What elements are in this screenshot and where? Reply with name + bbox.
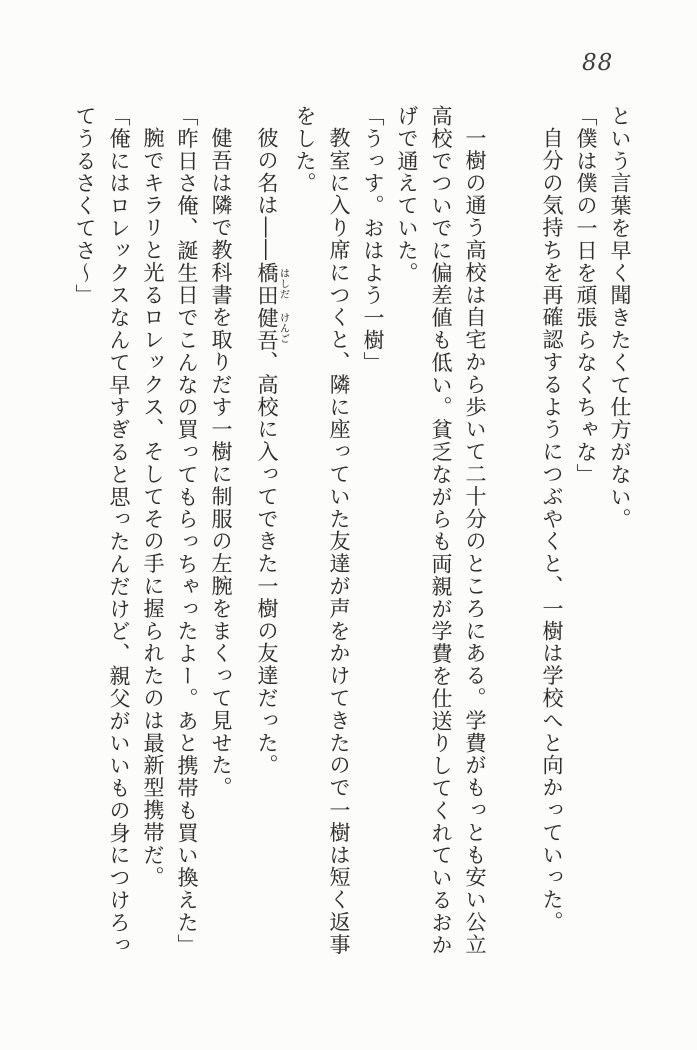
text-line-8: 教室に入り席につくと、隣に座っていた友達が声をかけてきたので一樹は短く返事 (327, 127, 351, 957)
text-line-14: 「俺にはロレックスなんて早すぎると思ったんだけど、親父がいいもの身につけろっ (107, 105, 131, 957)
text-line-6: げで通えていた。 (395, 105, 419, 285)
text-line-9: をした。 (293, 105, 317, 195)
line-10-suffix: 、高校に入ってできた一樹の友達だった。 (255, 351, 279, 778)
name-kengo-base: 健吾 (255, 306, 279, 352)
text-line-13: 腕でキラリと光るロレックス、そしてその手に握られたのは最新型携帯だ。 (141, 127, 165, 889)
name-kengo-ruby (255, 306, 289, 352)
text-line-12: 「昨日さ俺、誕生日でこんなの買ってもらっちゃったよー。あと携帯も買い換えた」 (175, 105, 199, 957)
name-hashida-ruby (255, 261, 289, 307)
name-hashida-base: 橋田 (255, 261, 279, 307)
text-line-7: 「うっす。おはよう一樹」 (361, 105, 385, 374)
text-line-2: 「僕は僕の一日を頑張らなくちゃな」 (574, 105, 598, 486)
name-kengo-furigana: けんご (277, 306, 289, 352)
text-line-11: 健吾は隣で教科書を取りだす一樹に制服の左腕をまくって見せた。 (209, 127, 233, 800)
text-line-5: 高校でついでに偏差値も低い。貧乏ながらも両親が学費を仕送りしてくれているおか (429, 105, 453, 957)
text-line-10 (250, 105, 288, 961)
line-10-prefix: 彼の名は―― (255, 127, 279, 262)
text-line-15: てうるさくてさ〜」 (73, 105, 97, 307)
text-line-4: 一樹の通う高校は自宅から歩いて二十分のところにある。学費がもっとも安い公立 (463, 127, 487, 957)
text-line-1: という言葉を早く聞きたくて仕方がない。 (608, 105, 632, 531)
page-number: 88 (582, 50, 614, 76)
text-line-3: 自分の気持ちを再確認するようにつぶやくと、一樹は学校へと向かっていった。 (540, 127, 564, 934)
vertical-text-block (68, 105, 637, 961)
name-hashida-furigana: はしだ (277, 261, 289, 307)
